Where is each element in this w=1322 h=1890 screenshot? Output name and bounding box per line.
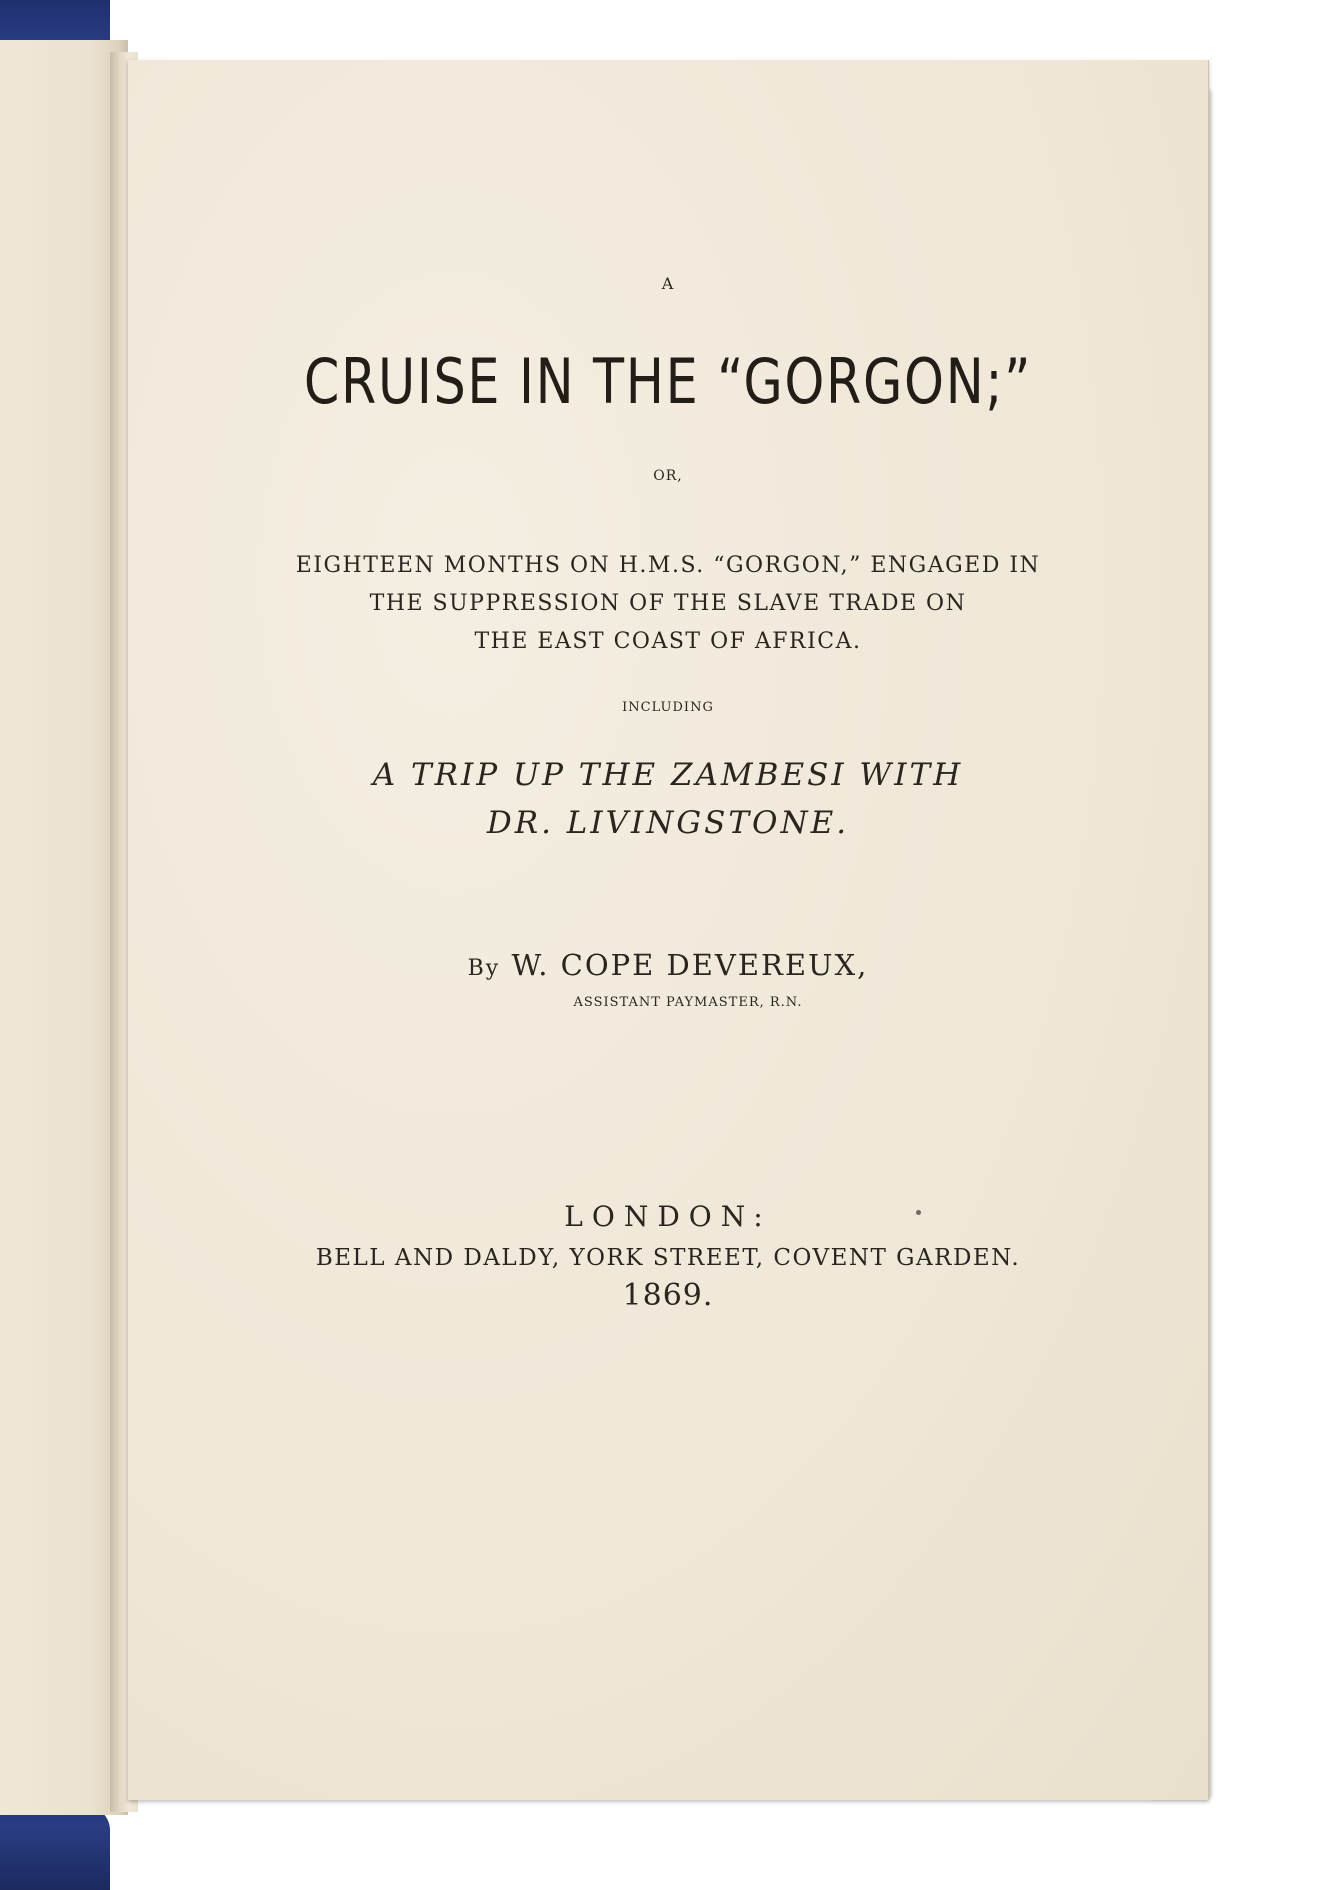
main-title: CRUISE IN THE “GORGON;” (303, 345, 1033, 418)
foxing-speck (916, 1210, 921, 1215)
imprint-city: LONDON: (564, 1200, 772, 1233)
subtitle-line-1: EIGHTEEN MONTHS ON H.M.S. “GORGON,” ENGAGED IN (295, 553, 1041, 578)
front-pastedown (0, 40, 128, 1815)
author-line (128, 948, 1208, 982)
title-article: A (661, 274, 675, 293)
imprint-year: 1869. (622, 1278, 714, 1313)
author-prefix: By (467, 956, 501, 981)
title-page (128, 60, 1209, 1800)
secondary-title-line-2: DR. LIVINGSTONE. (486, 805, 850, 841)
secondary-title-line-1: A TRIP UP THE ZAMBESI WITH (372, 757, 964, 793)
subtitle-line-3: THE EAST COAST OF AFRICA. (474, 629, 862, 654)
subtitle-line-2: THE SUPPRESSION OF THE SLAVE TRADE ON (369, 591, 967, 616)
title-conjunction: OR, (653, 468, 683, 484)
imprint-publisher: BELL AND DALDY, YORK STREET, COVENT GARDEN. (315, 1245, 1021, 1271)
author-position: ASSISTANT PAYMASTER, R.N. (573, 995, 803, 1010)
author-name: W. COPE DEVEREUX, (511, 948, 869, 982)
including-label: INCLUDING (622, 700, 714, 715)
